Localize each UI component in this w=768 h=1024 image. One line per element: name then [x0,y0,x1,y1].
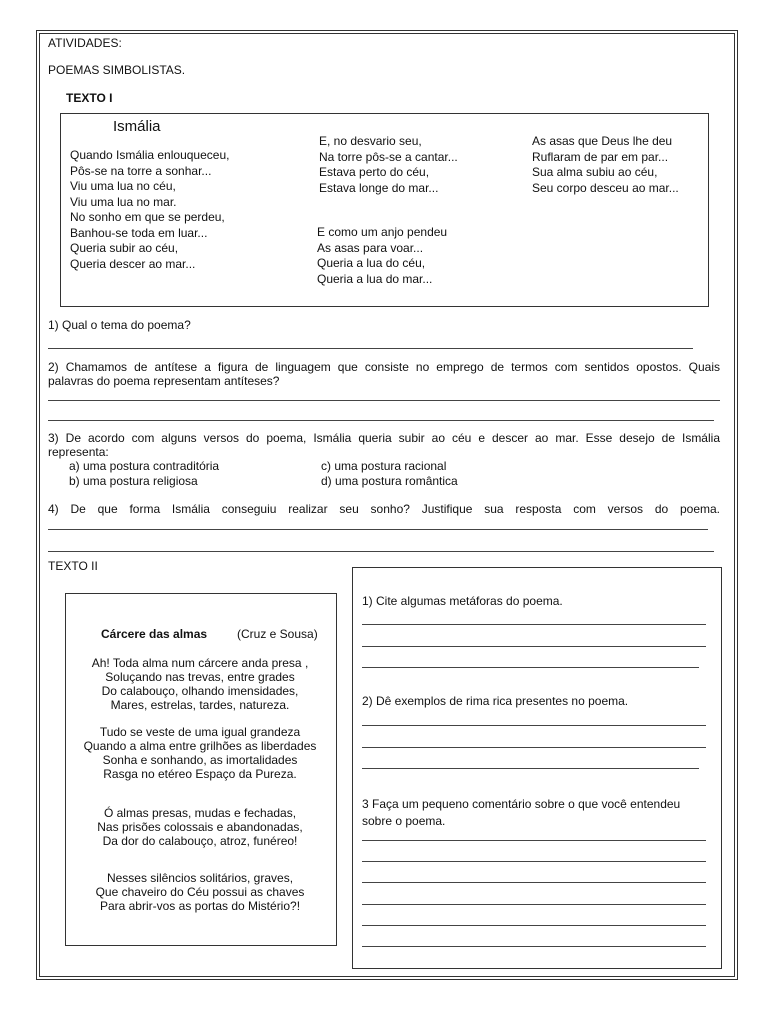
poem-column-3 [532,134,679,196]
question-2-3-line-2: sobre o poema. [362,814,446,828]
verse: E como um anjo pendeu [317,225,448,239]
stanza-4 [66,871,334,913]
answer-line[interactable] [362,646,706,647]
verse: Seu corpo desceu ao mar... [532,180,679,195]
verse: As asas para voar... [317,240,424,255]
verse: As asas que Deus lhe deu [532,134,673,148]
verse: Que chaveiro do Céu possui as chaves [95,885,305,899]
question-3-line-1: 3) De acordo com alguns versos do poema, Ismália queria subir ao céu e descer ao mar. Esse desejo de Ismália [48,431,720,445]
verse: Soluçando nas trevas, entre grades [105,670,295,684]
stanza-2 [66,725,334,781]
verse: Queria subir ao céu, [70,241,179,255]
verse: Ó almas presas, mudas e fechadas, [103,806,297,820]
stanza-1 [66,656,334,712]
question-3-line-2: representa: [48,445,109,459]
verse: Queria a lua do mar... [317,271,433,286]
verse: Sonha e sonhando, as imortalidades [102,753,298,767]
poem-2-title: Cárcere das almas [101,627,208,641]
answer-line[interactable] [362,882,706,883]
verse: Estava longe do mar... [319,180,439,195]
verse: Ah! Toda alma num cárcere anda presa , [91,656,309,670]
question-2-line-2: palavras do poema representam antíteses? [48,374,280,388]
poem-title: Ismália [113,118,161,135]
verse: Pôs-se na torre a sonhar... [70,163,212,178]
texto-2-label: TEXTO II [48,559,98,573]
stanza-3 [66,806,334,848]
verse: Ruflaram de par em par... [532,149,669,164]
option-d[interactable]: d) uma postura romântica [321,474,458,488]
verse: Queria a lua do céu, [317,256,426,270]
verse: Queria descer ao mar... [70,256,196,271]
verse: Rasga no etéreo Espaço da Pureza. [103,767,297,781]
option-b[interactable]: b) uma postura religiosa [69,474,198,488]
answer-line[interactable] [48,420,714,421]
answer-line[interactable] [362,840,706,841]
subtitle: POEMAS SIMBOLISTAS. [48,63,186,77]
question-1: 1) Qual o tema do poema? [48,318,191,332]
answer-line[interactable] [48,400,720,401]
answer-line[interactable] [362,624,706,625]
verse: Para abrir-vos as portas do Mistério?! [99,899,301,913]
verse: Na torre pôs-se a cantar... [319,149,458,164]
answer-line[interactable] [362,861,706,862]
verse: Viu uma lua no mar. [70,194,177,209]
poem-column-1 [70,148,229,272]
activities-heading: ATIVIDADES: [48,36,122,50]
answer-line[interactable] [362,667,699,668]
poem-column-2b [317,225,447,287]
answer-line[interactable] [362,768,699,769]
texto-1-label: TEXTO I [66,91,113,105]
verse: No sonho em que se perdeu, [70,210,225,224]
question-2-line-1: 2) Chamamos de antítese a figura de linguagem que consiste no emprego de termos com sentidos opostos. Quais [48,360,720,374]
verse: Do calabouço, olhando imensidades, [101,684,299,698]
poem-2-author: (Cruz e Sousa) [237,627,318,641]
verse: Tudo se veste de uma igual grandeza [99,725,301,739]
verse: Nas prisões colossais e abandonadas, [97,820,303,834]
verse: E, no desvario seu, [319,134,422,148]
question-2-2: 2) Dê exemplos de rima rica presentes no poema. [362,694,629,708]
verse: Banhou-se toda em luar... [70,225,208,240]
verse: Nesses silêncios solitários, graves, [106,871,294,885]
verse: Quando Ismália enlouqueceu, [70,148,230,162]
verse: Mares, estrelas, tardes, natureza. [110,698,290,712]
verse: Viu uma lua no céu, [70,179,176,193]
answer-line[interactable] [48,529,708,530]
answer-line[interactable] [362,925,706,926]
verse: Quando a alma entre grilhões as liberdades [83,739,317,753]
verse: Estava perto do céu, [319,165,430,179]
question-2-1: 1) Cite algumas metáforas do poema. [362,594,563,608]
question-4: 4) De que forma Ismália conseguiu realizar seu sonho? Justifique sua resposta com versos do poema. [48,502,720,516]
option-a[interactable]: a) uma postura contraditória [69,459,220,473]
question-2-3-line-1: 3 Faça um pequeno comentário sobre o que você entendeu [362,797,681,811]
poem-column-2a [319,134,458,196]
answer-line[interactable] [48,551,714,552]
verse: Sua alma subiu ao céu, [532,165,658,179]
answer-line[interactable] [362,904,706,905]
option-c[interactable]: c) uma postura racional [321,459,447,473]
verse: Da dor do calabouço, atroz, funéreo! [102,834,298,848]
answer-line[interactable] [362,725,706,726]
answer-line[interactable] [362,946,706,947]
answer-line[interactable] [362,747,706,748]
answer-line[interactable] [48,348,693,349]
